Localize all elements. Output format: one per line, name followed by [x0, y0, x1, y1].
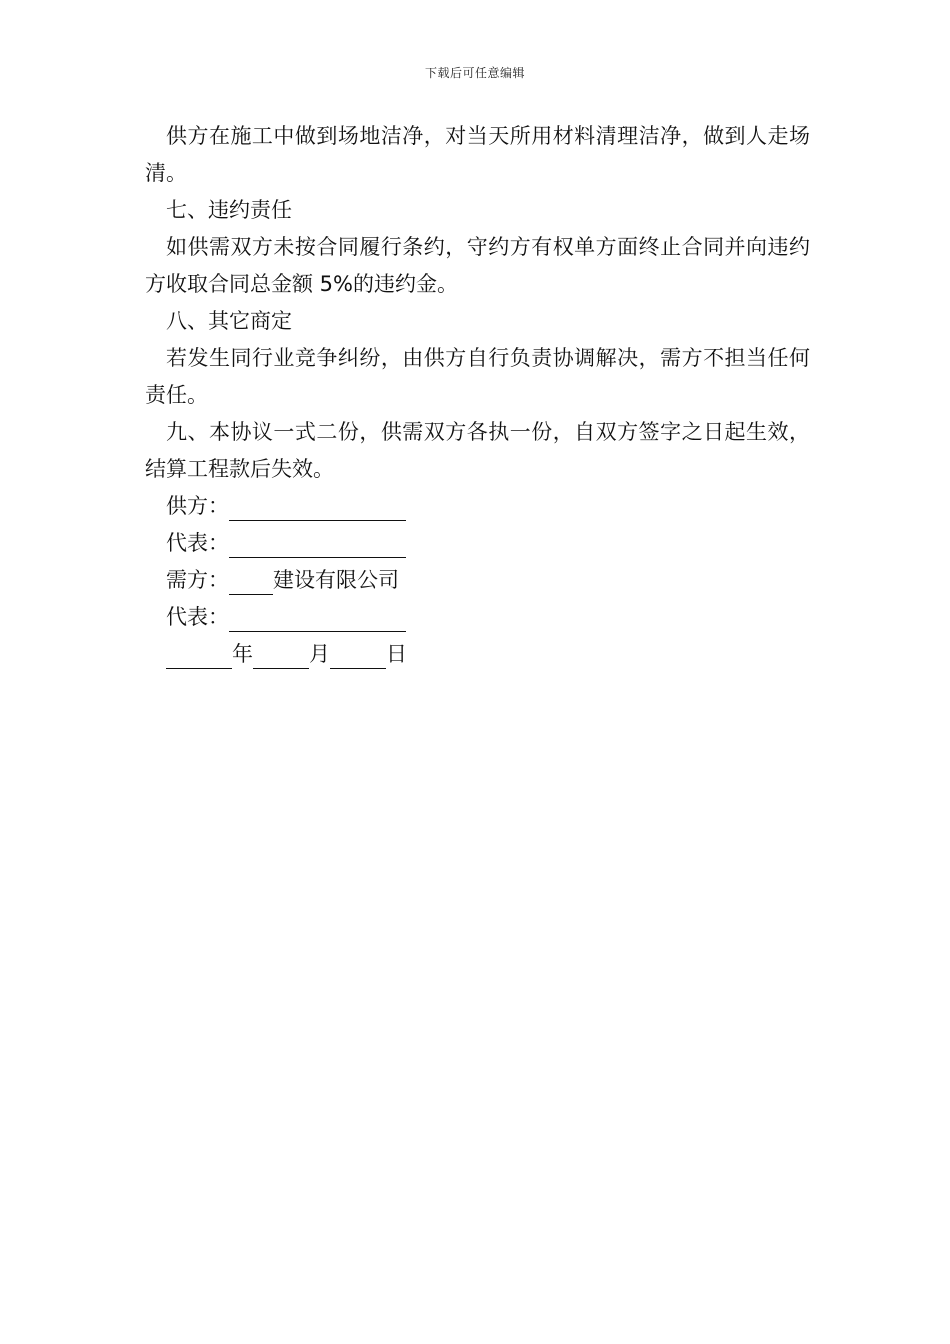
day-blank: [330, 641, 386, 669]
buyer-label: 需方：: [166, 568, 229, 592]
buyer-company: 建设有限公司: [273, 568, 399, 592]
supplier-rep-blank: [229, 530, 406, 558]
supplier-rep-label: 代表：: [166, 531, 229, 555]
buyer-signature-line: [145, 562, 810, 599]
paragraph-dispute-resolution: 若发生同行业竞争纠纷，由供方自行负责协调解决，需方不担当任何责任。: [145, 346, 810, 407]
buyer-blank: [229, 567, 273, 595]
paragraph-site-cleanliness: 供方在施工中做到场地洁净，对当天所用材料清理洁净，做到人走场清。: [145, 124, 810, 185]
supplier-rep-signature-line: [145, 525, 810, 562]
buyer-rep-signature-line: [145, 599, 810, 636]
month-blank: [253, 641, 309, 669]
supplier-blank: [229, 493, 406, 521]
section-heading-other-terms: 八、其它商定: [166, 309, 292, 333]
month-label: 月: [309, 642, 330, 666]
paragraph-breach-penalty: 如供需双方未按合同履行条约，守约方有权单方面终止合同并向违约方收取合同总金额 5%的违约金。: [145, 235, 810, 296]
buyer-rep-label: 代表：: [166, 605, 229, 629]
section-heading-breach: 七、违约责任: [166, 198, 292, 222]
year-blank: [166, 641, 232, 669]
day-label: 日: [386, 642, 407, 666]
supplier-label: 供方：: [166, 494, 229, 518]
paragraph-agreement-copies: 九、本协议一式二份，供需双方各执一份，自双方签字之日起生效，结算工程款后失效。: [145, 420, 810, 481]
buyer-rep-blank: [229, 604, 406, 632]
page-header: 下载后可任意编辑: [424, 66, 525, 80]
document-body: [145, 118, 810, 673]
year-label: 年: [232, 642, 253, 666]
supplier-signature-line: [145, 488, 810, 525]
date-line: [145, 636, 810, 673]
